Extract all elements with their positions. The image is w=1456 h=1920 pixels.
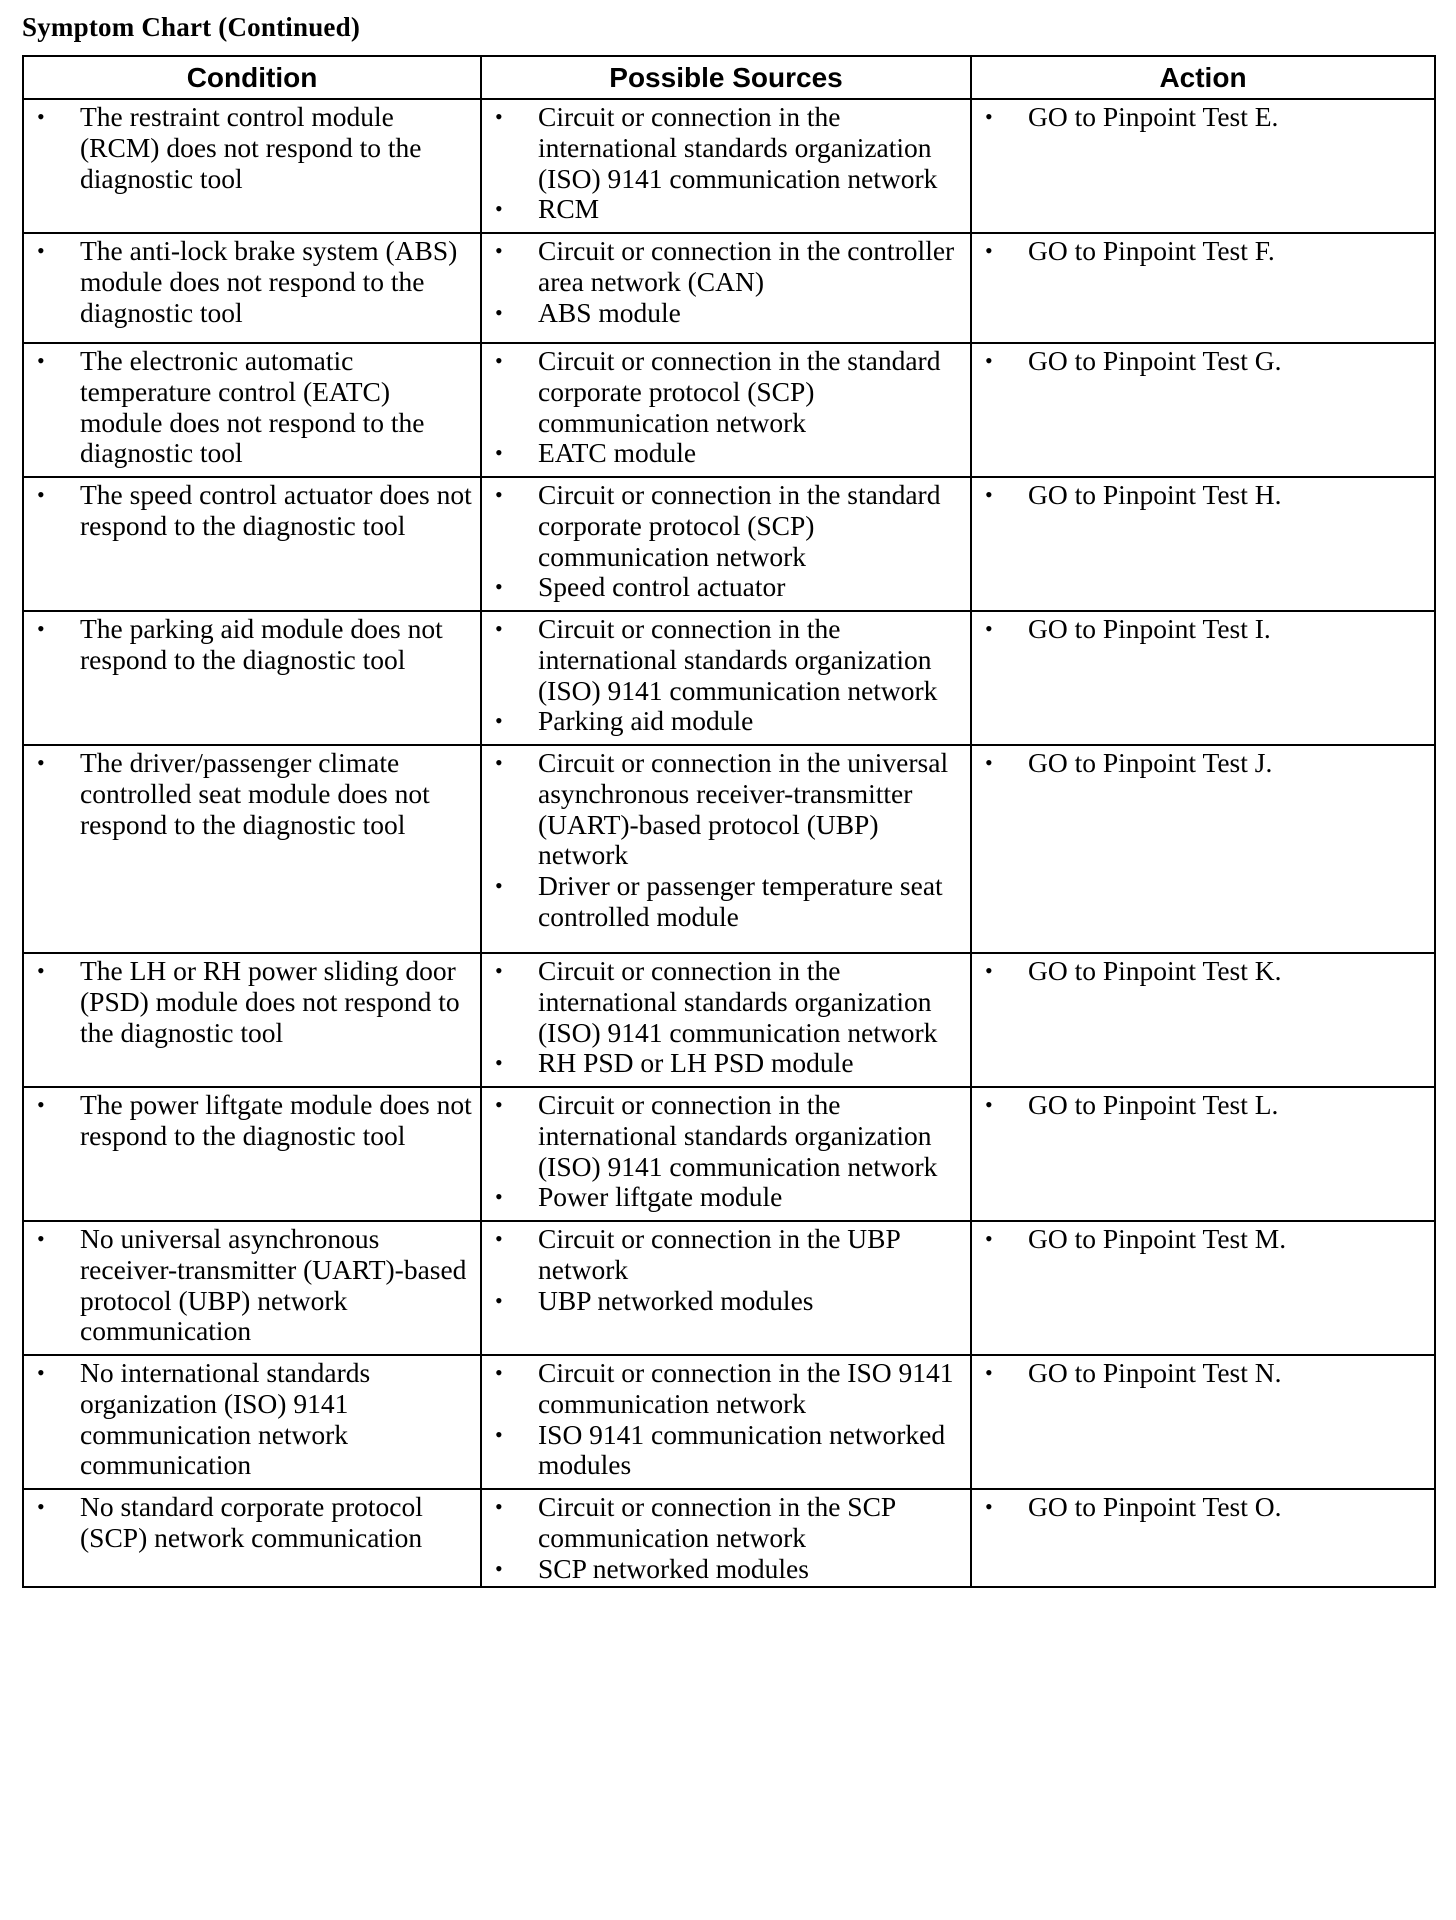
condition-item-text: No universal asynchronous receiver-transmitter (UART)-based protocol (UBP) network communication [80, 1223, 467, 1347]
possible-sources-cell [481, 1221, 971, 1355]
condition-cell [23, 1221, 481, 1355]
source-item-text: UBP networked modules [538, 1284, 814, 1316]
action-item [972, 614, 1428, 645]
possible-sources-header: Possible Sources [481, 56, 971, 99]
bullet-icon: • [495, 616, 503, 641]
condition-item [24, 1224, 474, 1347]
bullet-icon: • [495, 1184, 503, 1210]
action-cell [971, 611, 1435, 745]
source-item-text: Speed control actuator [538, 571, 786, 603]
action-cell [971, 1221, 1435, 1355]
bullet-icon: • [495, 104, 503, 129]
source-item [482, 956, 964, 1048]
source-item [482, 1492, 964, 1554]
bullet-icon: • [495, 1555, 503, 1581]
bullet-icon: • [495, 750, 503, 775]
bullet-icon: • [495, 1092, 503, 1117]
action-cell [971, 99, 1435, 233]
bullet-icon: • [37, 1226, 45, 1251]
bullet-icon: • [495, 348, 503, 373]
bullet-icon: • [985, 348, 993, 373]
bullet-icon: • [37, 104, 45, 129]
source-item [482, 1182, 964, 1213]
action-item [972, 480, 1428, 511]
source-item-text: Circuit or connection in the UBP network [538, 1223, 900, 1285]
possible-sources-cell [481, 745, 971, 953]
action-cell [971, 745, 1435, 953]
bullet-icon: • [985, 482, 993, 507]
bullet-icon: • [37, 238, 45, 263]
source-item [482, 1224, 964, 1286]
source-item [482, 748, 964, 871]
condition-item [24, 1090, 474, 1152]
bullet-icon: • [495, 873, 503, 899]
bullet-icon: • [985, 104, 993, 129]
source-item [482, 194, 964, 225]
possible-sources-cell [481, 477, 971, 611]
bullet-icon: • [37, 958, 45, 983]
source-item [482, 1358, 964, 1420]
source-item-text: ABS module [538, 296, 681, 328]
condition-item-text: The LH or RH power sliding door (PSD) module does not respond to the diagnostic tool [80, 955, 460, 1048]
condition-item [24, 748, 474, 840]
bullet-icon: • [495, 574, 503, 600]
bullet-icon: • [495, 440, 503, 466]
action-item-text: GO to Pinpoint Test K. [1028, 955, 1282, 986]
table-row [23, 233, 1435, 343]
table-row [23, 1221, 1435, 1355]
table-row [23, 611, 1435, 745]
possible-sources-cell [481, 343, 971, 477]
action-item [972, 346, 1428, 377]
condition-header: Condition [23, 56, 481, 99]
bullet-icon: • [495, 1226, 503, 1251]
action-item-text: GO to Pinpoint Test E. [1028, 101, 1279, 132]
source-item-text: RCM [538, 193, 600, 225]
bullet-icon: • [37, 1092, 45, 1117]
condition-cell [23, 1087, 481, 1221]
table-row [23, 477, 1435, 611]
condition-item-text: The speed control actuator does not respond to the diagnostic tool [80, 479, 472, 541]
bullet-icon: • [985, 616, 993, 641]
symptom-table [22, 55, 1436, 1588]
action-item [972, 1492, 1428, 1523]
bullet-icon: • [985, 238, 993, 263]
source-item-text: Circuit or connection in the standard corporate protocol (SCP) communication network [538, 345, 941, 438]
bullet-icon: • [495, 299, 503, 325]
action-item [972, 1224, 1428, 1255]
source-item [482, 614, 964, 706]
table-body [23, 99, 1435, 1587]
action-cell [971, 953, 1435, 1087]
action-item [972, 236, 1428, 267]
condition-cell [23, 953, 481, 1087]
action-item-text: GO to Pinpoint Test H. [1028, 479, 1282, 510]
condition-cell [23, 343, 481, 477]
condition-item-text: The restraint control module (RCM) does not respond to the diagnostic tool [80, 101, 422, 194]
source-item-text: Circuit or connection in the SCP communication network [538, 1491, 896, 1553]
source-item-text: Power liftgate module [538, 1181, 783, 1213]
bullet-icon: • [985, 958, 993, 983]
source-item-text: Parking aid module [538, 705, 754, 737]
possible-sources-cell [481, 1087, 971, 1221]
possible-sources-cell [481, 953, 971, 1087]
condition-item-text: The power liftgate module does not respond to the diagnostic tool [80, 1089, 472, 1151]
source-item-text: Circuit or connection in the international standards organization (ISO) 9141 communication network [538, 955, 938, 1048]
action-item [972, 102, 1428, 133]
page-title: Symptom Chart (Continued) [22, 12, 361, 42]
table-row [23, 343, 1435, 477]
source-item-text: SCP networked modules [538, 1552, 809, 1584]
bullet-icon: • [495, 1050, 503, 1076]
source-item [482, 1420, 964, 1482]
action-cell [971, 1355, 1435, 1489]
condition-cell [23, 99, 481, 233]
bullet-icon: • [37, 750, 45, 775]
bullet-icon: • [495, 196, 503, 222]
bullet-icon: • [37, 482, 45, 507]
bullet-icon: • [495, 958, 503, 983]
source-item-text: Circuit or connection in the international standards organization (ISO) 9141 communication network [538, 1089, 938, 1182]
bullet-icon: • [985, 1494, 993, 1519]
source-item [482, 706, 964, 737]
source-item-text: RH PSD or LH PSD module [538, 1047, 854, 1079]
action-item-text: GO to Pinpoint Test M. [1028, 1223, 1287, 1254]
condition-cell [23, 233, 481, 343]
source-item-text: Driver or passenger temperature seat controlled module [538, 870, 943, 932]
source-item [482, 346, 964, 438]
action-item-text: GO to Pinpoint Test J. [1028, 747, 1273, 778]
source-item [482, 871, 964, 933]
source-item [482, 438, 964, 469]
bullet-icon: • [985, 750, 993, 775]
condition-cell [23, 1355, 481, 1489]
condition-item-text: The parking aid module does not respond to the diagnostic tool [80, 613, 443, 675]
action-cell [971, 343, 1435, 477]
table-row [23, 745, 1435, 953]
possible-sources-cell [481, 1489, 971, 1587]
condition-item [24, 102, 474, 194]
bullet-icon: • [37, 1494, 45, 1519]
condition-cell [23, 477, 481, 611]
action-cell [971, 1489, 1435, 1587]
action-item-text: GO to Pinpoint Test F. [1028, 235, 1275, 266]
bullet-icon: • [495, 238, 503, 263]
action-item-text: GO to Pinpoint Test G. [1028, 345, 1282, 376]
action-cell [971, 1087, 1435, 1221]
bullet-icon: • [495, 708, 503, 734]
action-cell [971, 477, 1435, 611]
action-item [972, 748, 1428, 779]
source-item [482, 1554, 964, 1585]
condition-item-text: The electronic automatic temperature control (EATC) module does not respond to the diagnostic tool [80, 345, 425, 469]
bullet-icon: • [495, 1287, 503, 1313]
condition-cell [23, 611, 481, 745]
possible-sources-cell [481, 611, 971, 745]
possible-sources-cell [481, 233, 971, 343]
bullet-icon: • [495, 1421, 503, 1447]
source-item [482, 1286, 964, 1317]
source-item-text: Circuit or connection in the international standards organization (ISO) 9141 communication network [538, 101, 938, 194]
action-item [972, 956, 1428, 987]
table-row [23, 1355, 1435, 1489]
action-item [972, 1090, 1428, 1121]
header-row [23, 56, 1435, 99]
source-item [482, 572, 964, 603]
condition-item [24, 346, 474, 469]
condition-item-text: The anti-lock brake system (ABS) module does not respond to the diagnostic tool [80, 235, 458, 328]
table-row [23, 1489, 1435, 1587]
action-item-text: GO to Pinpoint Test L. [1028, 1089, 1279, 1120]
action-cell [971, 233, 1435, 343]
bullet-icon: • [37, 348, 45, 373]
condition-item [24, 236, 474, 328]
source-item-text: Circuit or connection in the ISO 9141 communication network [538, 1357, 954, 1419]
bullet-icon: • [37, 616, 45, 641]
source-item [482, 480, 964, 572]
source-item [482, 102, 964, 194]
bullet-icon: • [985, 1226, 993, 1251]
action-item-text: GO to Pinpoint Test I. [1028, 613, 1271, 644]
condition-item [24, 1492, 474, 1554]
source-item-text: ISO 9141 communication networked modules [538, 1418, 946, 1481]
source-item-text: Circuit or connection in the standard corporate protocol (SCP) communication network [538, 479, 941, 572]
possible-sources-cell [481, 99, 971, 233]
condition-item [24, 480, 474, 542]
action-item-text: GO to Pinpoint Test O. [1028, 1491, 1282, 1522]
source-item [482, 298, 964, 329]
action-item [972, 1358, 1428, 1389]
source-item-text: EATC module [538, 437, 697, 469]
bullet-icon: • [985, 1360, 993, 1385]
condition-item [24, 1358, 474, 1481]
source-item-text: Circuit or connection in the international standards organization (ISO) 9141 communication network [538, 613, 938, 706]
bullet-icon: • [495, 482, 503, 507]
source-item [482, 1048, 964, 1079]
bullet-icon: • [495, 1360, 503, 1385]
condition-item-text: No international standards organization (ISO) 9141 communication network communication [80, 1357, 371, 1481]
table-row [23, 953, 1435, 1087]
bullet-icon: • [495, 1494, 503, 1519]
bullet-icon: • [985, 1092, 993, 1117]
condition-cell [23, 745, 481, 953]
table-row [23, 99, 1435, 233]
condition-item-text: The driver/passenger climate controlled seat module does not respond to the diagnostic tool [80, 747, 430, 840]
action-header: Action [971, 56, 1435, 99]
source-item-text: Circuit or connection in the universal asynchronous receiver-transmitter (UART)-based protocol (UBP) network [538, 747, 949, 871]
action-item-text: GO to Pinpoint Test N. [1028, 1357, 1282, 1388]
condition-item [24, 956, 474, 1048]
possible-sources-cell [481, 1355, 971, 1489]
table-row [23, 1087, 1435, 1221]
condition-item-text: No standard corporate protocol (SCP) network communication [80, 1491, 423, 1553]
source-item [482, 236, 964, 298]
source-item-text: Circuit or connection in the controller area network (CAN) [538, 235, 955, 297]
condition-item [24, 614, 474, 676]
source-item [482, 1090, 964, 1182]
bullet-icon: • [37, 1360, 45, 1385]
condition-cell [23, 1489, 481, 1587]
